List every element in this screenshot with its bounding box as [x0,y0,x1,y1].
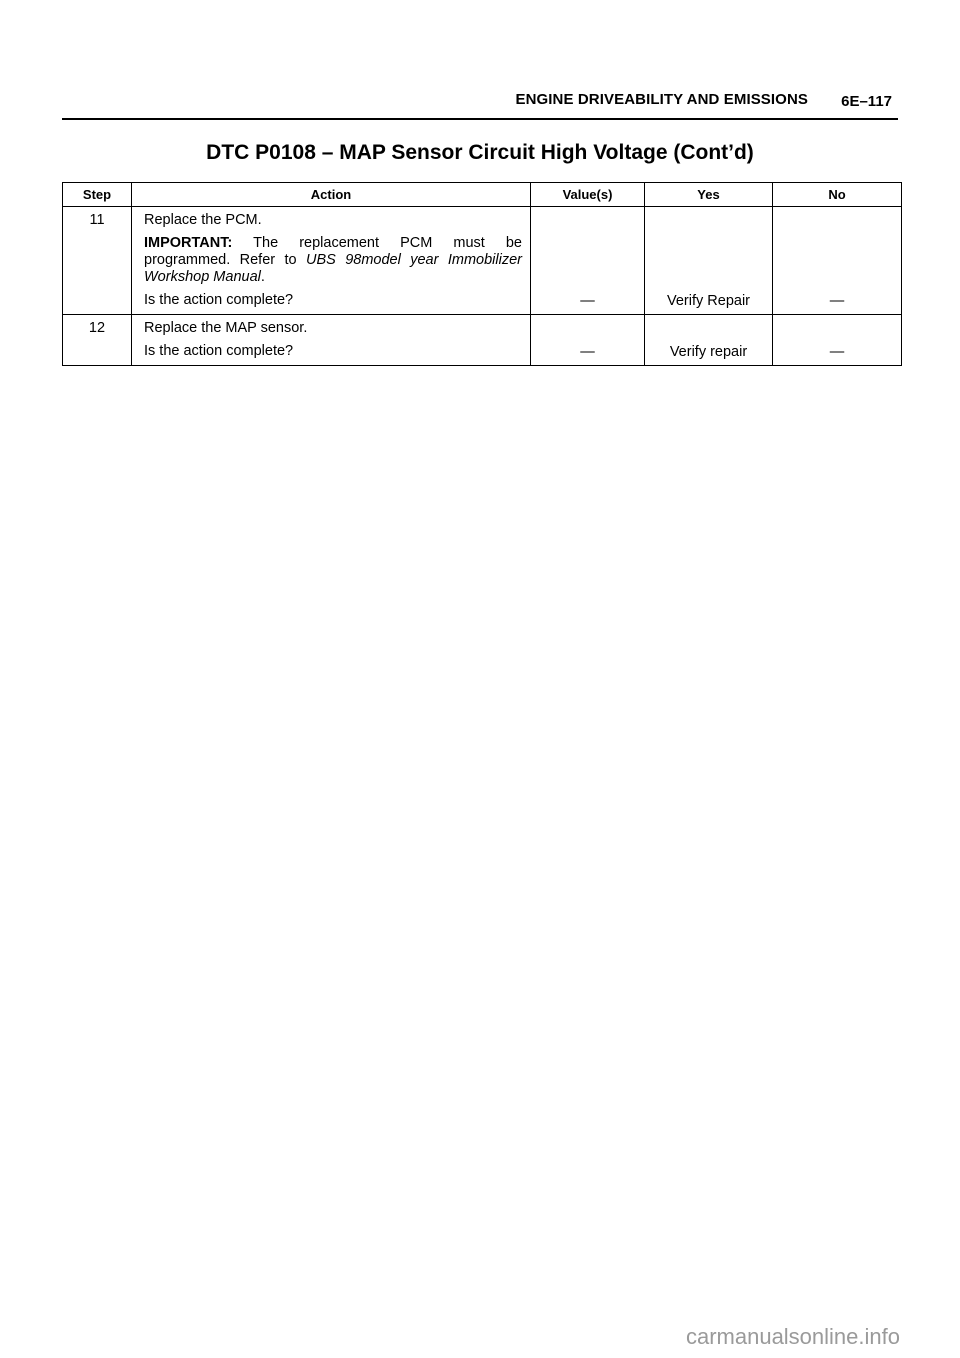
manual-reference: UBS 98model year Immobilizer Workshop Manual [144,252,522,285]
action-question: Is the action complete? [144,292,294,308]
value-cell: — [531,315,645,366]
column-header-action: Action [132,183,531,207]
yes-cell: Verify repair [645,315,773,366]
page-title: DTC P0108 – MAP Sensor Circuit High Voltage (Cont’d) [206,141,754,164]
no-cell: — [773,315,902,366]
action-cell [132,315,531,366]
table-row [63,207,902,315]
column-header-yes: Yes [645,183,773,207]
step-number: 12 [63,315,132,366]
important-text-end: . [260,269,265,285]
action-question: Is the action complete? [144,343,294,359]
step-number: 11 [63,207,132,315]
important-label: IMPORTANT: [144,235,233,251]
important-text: The replacement PCM must be programmed. Refer to [144,235,522,268]
page-number: 6E–117 [841,93,892,110]
action-instruction: Replace the MAP sensor. [144,320,308,336]
page-header [62,88,898,120]
diagnostic-table [62,182,902,366]
column-header-values: Value(s) [531,183,645,207]
column-header-no: No [773,183,902,207]
action-cell [132,207,531,315]
table-header-row [63,183,902,207]
column-header-step: Step [63,183,132,207]
section-title: ENGINE DRIVEABILITY AND EMISSIONS [515,91,808,108]
important-note [144,235,522,286]
yes-cell: Verify Repair [645,207,773,315]
table-row [63,315,902,366]
action-instruction: Replace the PCM. [144,212,262,228]
watermark: carmanualsonline.info [685,1324,900,1349]
no-cell: — [773,207,902,315]
value-cell: — [531,207,645,315]
